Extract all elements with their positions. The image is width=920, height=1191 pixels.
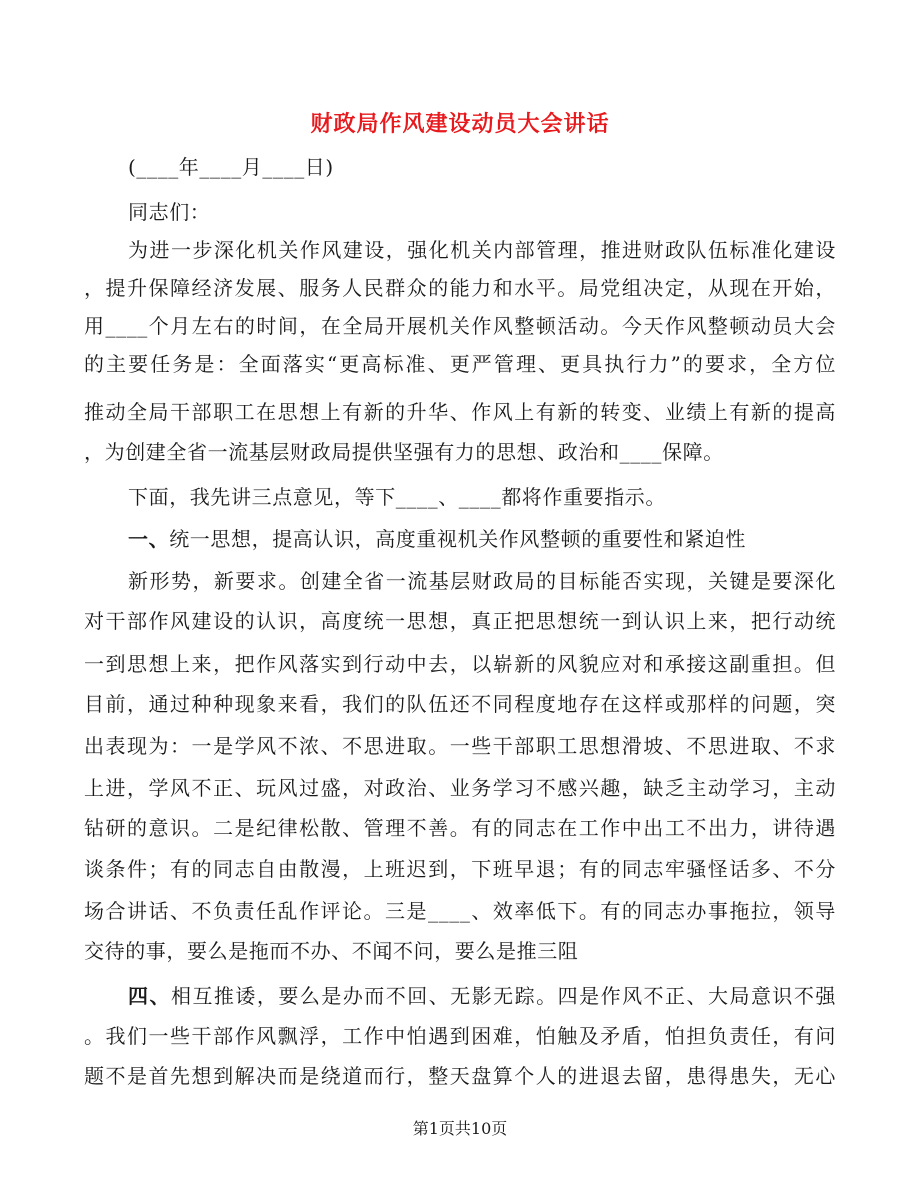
paragraph-3-line-7: 钻研的意识。二是纪律松散、管理不善。有的同志在工作中出工不出力，讲待遇	[84, 816, 836, 840]
paragraph-1-line-3: 用____个月左右的时间，在全局开展机关作风整顿活动。今天作风整顿动员大会	[84, 314, 836, 338]
date-line: (____年____月____日)	[128, 155, 334, 179]
paragraph-1-line-6: ，为创建全省一流基层财政局提供坚强有力的思想、政治和____保障。	[84, 440, 724, 464]
paragraph-3-line-8: 谈条件；有的同志自由散漫，上班迟到，下班早退；有的同志牢骚怪话多、不分	[84, 857, 836, 881]
paragraph-4-line-1	[84, 982, 836, 1010]
paragraph-2: 下面，我先讲三点意见，等下____、____都将作重要指示。	[128, 485, 666, 509]
paragraph-3-line-1: 新形势，新要求。创建全省一流基层财政局的目标能否实现，关键是要深化	[128, 569, 836, 593]
paragraph-1-line-4: 的主要任务是：全面落实“更高标准、更严管理、更具执行力”的要求，全方位	[84, 352, 836, 376]
section-heading-1-text: 统一思想，提高认识，高度重视机关作风整顿的重要性和紧迫性	[169, 527, 747, 551]
paragraph-1-line-1: 为进一步深化机关作风建设，强化机关内部管理，推进财政队伍标准化建设	[128, 238, 836, 262]
paragraph-4-first-text: 相互推诿，要么是办而不回、无影无踪。四是作风不正、大局意识不强	[170, 984, 836, 1008]
section-heading-1	[84, 525, 836, 553]
page-footer: 第1页共10页	[412, 1119, 508, 1138]
paragraph-4-line-3: 题不是首先想到解决而是绕道而行，整天盘算个人的进退去留，患得患失，无心	[84, 1064, 836, 1088]
paragraph-3-line-2: 对干部作风建设的认识，高度统一思想，真正把思想统一到认识上来，把行动统	[84, 609, 836, 633]
paragraph-3-line-9: 场合讲话、不负责任乱作评论。三是____、效率低下。有的同志办事拖拉，领导	[84, 899, 836, 923]
salutation: 同志们：	[128, 200, 211, 224]
paragraph-3-line-10: 交待的事，要么是拖而不办、不闻不问，要么是推三阻	[84, 939, 579, 963]
paragraph-4-line-2: 。我们一些干部作风飘浮，工作中怕遇到困难，怕触及矛盾，怕担负责任，有问	[84, 1024, 836, 1048]
document-title: 财政局作风建设动员大会讲话	[310, 111, 610, 137]
paragraph-3-line-4: 目前，通过种种现象来看，我们的队伍还不同程度地存在这样或那样的问题，突	[84, 692, 836, 716]
paragraph-3-line-5: 出表现为：一是学风不浓、不思进取。一些干部职工思想滑坡、不思进取、不求	[84, 734, 836, 758]
section-heading-1-number: 一、	[128, 527, 170, 551]
paragraph-4-number: 四、	[128, 984, 171, 1008]
paragraph-1-line-5: 推动全局干部职工在思想上有新的升华、作风上有新的转变、业绩上有新的提高	[84, 400, 836, 424]
paragraph-3-line-3: 一到思想上来，把作风落实到行动中去，以崭新的风貌应对和承接这副重担。但	[84, 652, 836, 676]
paragraph-3-line-6: 上进，学风不正、玩风过盛，对政治、业务学习不感兴趣，缺乏主动学习，主动	[84, 776, 836, 800]
paragraph-1-line-2: ，提升保障经济发展、服务人民群众的能力和水平。局党组决定，从现在开始，	[84, 276, 836, 300]
